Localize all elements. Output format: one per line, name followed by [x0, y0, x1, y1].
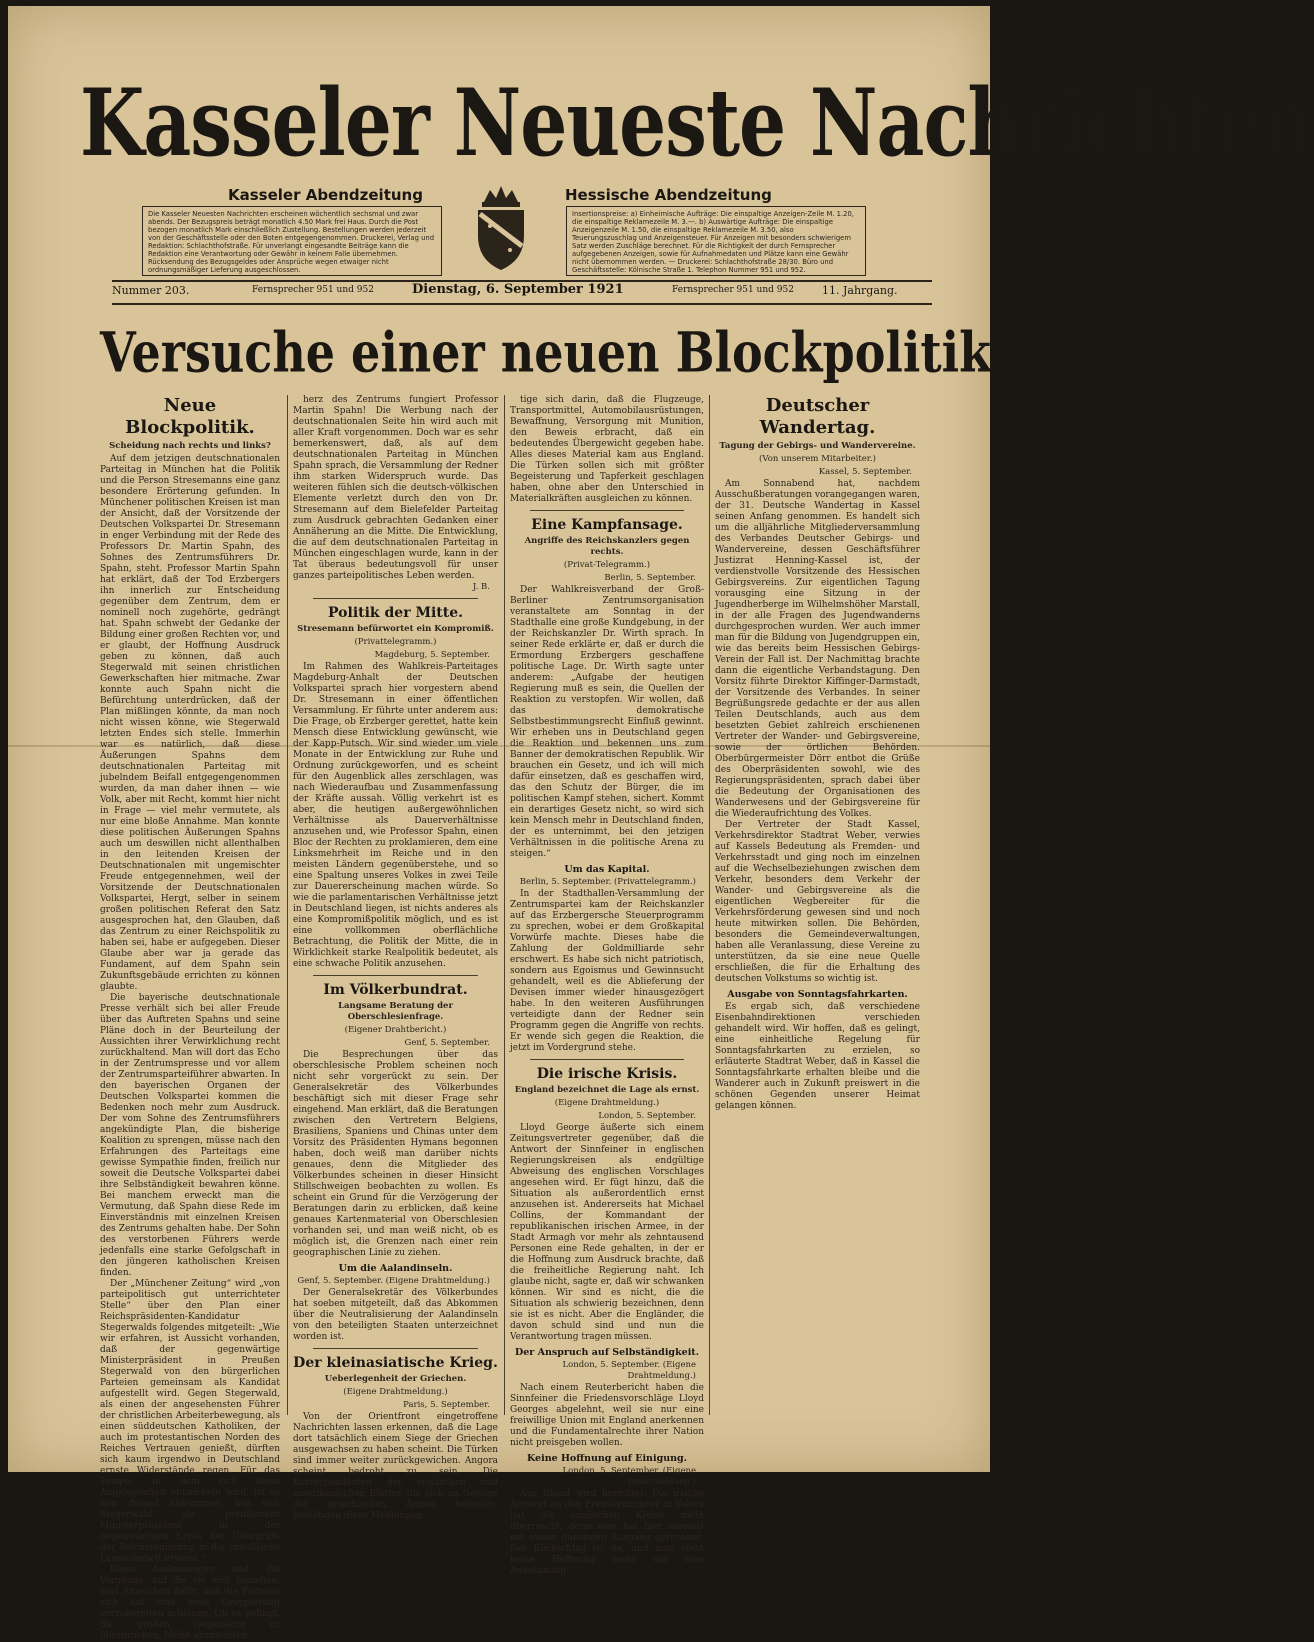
article-title: Politik der Mitte.: [328, 605, 463, 621]
article-source: (Von unserem Mitarbeiter.): [759, 454, 876, 464]
issue-number: Nummer 203.: [112, 284, 190, 297]
paragraph: Der Wahlkreisverband der Groß-Berliner Zentrumsorganisation veranstaltete am Sonntag in der Stadthalle eine große Kundgebung, in der der Reichskanzler Dr. Wirth sprach. In seiner Rede erklärte er, daß er durch die Ermordung Erzbergers geschaffene politische Lage. Dr. Wirth sagte unter anderem: „Aufgabe der heutigen Regierung muß es sein, die Quellen der Reaktion zu verstopfen. Wir wollen, daß das demokratische Selbstbestimmungsrecht Einfluß gewinnt. Wir erheben uns in Deutschland gegen die Reaktion und bekennen uns zum Banner der demokratischen Republik. Wir brauchen ein Gesetz, und ich will mich dafür einsetzen, daß es geschaffen wird, das den Schutz der Bürger, die im politischen Kampf stehen, sichert. Kommt ein derartiges Gesetz nicht, so wird sich kein Mensch mehr in Deutschland finden, der es unternimmt, bei den jetzigen Verhältnissen in die politische Arena zu steigen.“: [510, 585, 704, 859]
separator: [313, 598, 478, 599]
issue-date: Dienstag, 6. September 1921: [412, 282, 624, 297]
paragraph: Der Vertreter der Stadt Kassel, Verkehrsdirektor Stadtrat Weber, verwies auf Kassels Bedeutung als Fremden- und Verkehrsstadt und ging noch im einzelnen auf die Wechselbeziehungen zwischen dem Verkehr, besonders dem Verkehr der Wander- und Gebirgsvereine als die eigentlichen Wegbereiter für die Verkehrsförderung gewesen sind und noch heute mitwirken sollen. Die Behörden, besonders die Gemeindeverwaltungen, haben alle Veranlassung, diese Vereine zu unterstützen, da sie eine neue Quelle erschließen, die für die Erhaltung des deutschen Volkstums so wichtig ist.: [715, 820, 920, 984]
main-headline: Versuche einer neuen Blockpolitik.: [100, 320, 1007, 385]
article-kicker: Angriffe des Reichskanzlers gegen rechts.: [524, 536, 690, 557]
masthead: Kasseler Neueste Nachrichten: [80, 70, 1314, 178]
article-title: Im Völkerbundrat.: [323, 982, 468, 998]
dateline-place: London, 5. September.: [598, 1111, 696, 1121]
paragraph: Auf dem jetzigen deutschnationalen Parteitag in München hat die Politik und die Person Stresemanns eine ganz besondere Erörterung gefunden. In Münchener politischen Kreisen ist man der Ansicht, daß der Vorsitzende der Deutschen Volkspartei Dr. Stresemann in enger Verbindung mit der Rede des Professors Dr. Martin Spahn, des Sohnes des Zentrumsführers Dr. Spahn, steht. Professor Martin Spahn hat erklärt, daß der Tod Erzbergers ihn innerlich zur Entscheidung gegenüber dem Zentrum, dem er nominell noch zugehörte, gedrängt hat. Spahn schwebt der Gedanke der Bildung einer großen Rechten vor, und er glaubt, der Hoffnung Ausdruck geben zu können, daß auch Stegerwald mit seinen christlichen Gewerkschaften hier mitmache. Zwar konnte auch Spahn nicht die Befürchtung unterdrücken, daß der Plan mißlingen könnte, da man noch nicht wissen könne, wie Stegerwald letzten Endes sich stelle. Immerhin war es natürlich, daß diese Äußerungen Spahns dem deutschnationalen Parteitag mit jubelndem Beifall entgegengenommen wurden, da man daher ihnen — wie Volk, aber mit Recht, kommt hier nicht in Frage — viel mehr vermutete, als nur eine bloße Annahme. Man konnte diese politischen Äußerungen Spahns auch um deswillen nicht allenthalben in den leitenden Kreisen der Deutschnationalen mit ungemischter Freude entgegennehmen, weil der Vorsitzende der Deutschnationalen Volkspartei, Hergt, selber in seinem großen politischen Referat den Satz ausgesprochen hat, den Glauben, daß das Zentrum zu einer Reichspolitik zu haben sei, habe er aufgegeben. Dieser Glaube aber war ja gerade das Fundament, auf dem Spahn sein Zukunftsgebäude errichten zu können glaubte.: [100, 454, 280, 992]
column-divider: [504, 395, 505, 1415]
dateline-rule: [112, 303, 932, 305]
article-source: (Eigene Drahtmeldung.): [554, 1098, 660, 1108]
paragraph: Diese Auslassungen und die Vorgänge, auf die sie sich beziehen, sind Anzeichen dafür, daß die Parteien sich auf eine neue Gruppierung vorzubereiten scheinen. Ob es gelingt, die großen Gegensätze zu überbrücken, bleibt abzuwarten.: [100, 1565, 280, 1641]
paragraph: Von der Orientfront eingetroffene Nachrichten lassen erkennen, daß die Lage dort tatsächlich einem Siege der Griechen ausgewachsen zu haben scheint. Die Türken sind immer weiter zurückgewichen. Angora scheint bedroht zu sein. Die Korrespondenten der englischen und amerikanischen Blätter, die sich im Gefolge der griechischen Armee befinden, bestätigen diese Meldungen.: [293, 1412, 498, 1521]
subtitle-right: Hessische Abendzeitung: [565, 186, 772, 204]
separator: [313, 975, 478, 976]
article-kicker: Langsame Beratung der Oberschlesienfrage.: [338, 1001, 453, 1022]
paragraph: Die bayerische deutschnationale Presse verhält sich bei aller Freude über das Auftreten Spahns und seine Pläne doch in der Beurteilung der Aussichten ihrer Verwirklichung recht zurückhaltend. Man will dort das Echo in der Zentrumspresse und vor allem der Zentrumsparteiführer abwarten. In den bayerischen Organen der Deutschen Volkspartei kommen die Bedenken noch mehr zum Ausdruck. Der vom Sohne des Zentrumsführers angekündigte Plan, die bisherige Koalition zu sprengen, müsse nach den Erfahrungen des Parteitags eine gewisse Sympathie finden, freilich nur soweit die Deutsche Volkspartei dabei ihre Selbständigkeit bewahren könne. Bei manchem erweckt man die Vermutung, daß Spahn diese Rede im Einverständnis mit einzelnen Kreisen des Zentrums gehalten habe. Der Sohn des verstorbenen Führers werde jedenfalls eine starke Gefolgschaft in den jüngeren katholischen Kreisen finden.: [100, 993, 280, 1278]
article-kicker: Stresemann befürwortet ein Kompromiß.: [297, 624, 494, 634]
dateline-place: Kassel, 5. September.: [818, 467, 912, 477]
dateline-place: Paris, 5. September.: [403, 1400, 490, 1410]
article-title: Die irische Krisis.: [536, 1066, 678, 1082]
dateline-place: Genf, 5. September. (Eigene Drahtmeldung.): [297, 1276, 490, 1286]
dateline: [112, 282, 932, 302]
column-2: [293, 395, 498, 1521]
paragraph: Es ergab sich, daß verschiedene Eisenbahndirektionen verschieden gehandelt wird. Wir hoffen, daß es gelingt, eine einheitliche Regelung für Sonntagsfahrkarten zu erzielen, so erläuterte Stadtrat Weber, daß in Kassel die Sonntagsfahrkarte erhalten bleibe und die Wanderer auch in Zukunft preiswert in die schönen Gegenden unserer Heimat gelangen können.: [715, 1002, 920, 1111]
article-kicker: Tagung der Gebirgs- und Wandervereine.: [719, 441, 916, 451]
column-divider: [709, 395, 710, 1415]
article-title: Um das Kapital.: [564, 864, 650, 875]
info-box-right: Insertionspreise: a) Einheimische Aufträge: Die einspaltige Anzeigen-Zeile M. 1.20, die einspaltige Reklamezeile M. 3.—. b) Auswärtige Aufträge: Die einspaltige Anzeigenzeile M. 1.50, die einspaltige Reklamezeile M. 3.50, also Teuerungszuschlag und Anzeigensteuer. Für Anzeigen mit besonders schwierigem Satz werden Zuschläge berechnet. Für die Richtigkeit der durch Fernsprecher aufgegebenen Anzeigen, sowie für Aufnahmedaten und Plätze kann eine Gewähr nicht übernommen werden. — Druckerei: Schlachthofstraße 28/30. Büro und Geschäftsstelle: Kölnische Straße 1. Telephon Nummer 951 und 952.: [566, 206, 866, 276]
signature: J. B.: [472, 582, 490, 592]
dateline-place: London, 5. September. (Eigene Drahtmeldung.): [562, 1466, 696, 1487]
article-title: Der Anspruch auf Selbständigkeit.: [514, 1347, 699, 1358]
article-kicker: Scheidung nach rechts und links?: [109, 441, 271, 451]
paragraph: Der Generalsekretär des Völkerbundes hat soeben mitgeteilt, daß das Abkommen über die Neutralisierung der Aalandinseln von den beteiligten Staaten unterzeichnet worden ist.: [293, 1288, 498, 1342]
paragraph: Die Besprechungen über das oberschlesische Problem scheinen noch nicht sehr vorgerückt zu sein. Der Generalsekretär des Völkerbundes beschäftigt sich mit dieser Frage sehr eingehend. Man erklärt, daß die Beratungen zwischen den Vertretern Belgiens, Brasiliens, Spaniens und Chinas unter dem Vorsitz des Präsidenten Hymans begonnen haben, doch weiß man darüber nichts genaues, denn die Mitglieder des Völkerbundes scheinen in dieser Hinsicht Stillschweigen beobachten zu wollen. Es scheint ein Grund für die Verzögerung der Beratungen darin zu erblicken, daß keine genaues Kartenmaterial von Oberschlesien vorhanden sei, und man weiß nicht, ob es möglich ist, die Grenzen nach einer rein geographischen Linie zu ziehen.: [293, 1050, 498, 1258]
paragraph: In der Stadthallen-Versammlung der Zentrumspartei kam der Reichskanzler auf das Erzbergersche Steuerprogramm zu sprechen, wobei er dem Großkapital Vorwürfe machte. Dieses habe die Zahlung der Goldmilliarde sehr erschwert. Es habe sich nicht patriotisch, sondern aus Egoismus und Gewinnsucht gehandelt, weil es die Ablieferung der Devisen immer wieder hinausgezögert habe. In den weiteren Ausführungen verteidigte dann der Redner sein Programm gegen die Angriffe von rechts. Er wende sich gegen die Reaktion, die jetzt im Vordergrund stehe.: [510, 889, 704, 1053]
phone-right: Fernsprecher 951 und 952: [672, 285, 794, 295]
article-title: Keine Hoffnung auf Einigung.: [527, 1453, 687, 1464]
paragraph: Der „Münchener Zeitung“ wird „von parteipolitisch gut unterrichteter Stelle“ über den Plan einer Reichspräsidenten-Kandidatur Stegerwalds folgendes mitgeteilt: „Wie wir erfahren, ist Aussicht vorhanden, daß der gegenwärtige Ministerpräsident in Preußen Stegerwald von den bürgerlichen Parteien gemeinsam als Kandidat aufgestellt wird. Gegen Stegerwald, als einen der angesehensten Führer der christlichen Arbeiterbewegung, als einen süddeutschen Katholiken, der auch im protestantischen Norden des Reiches Vertrauen genießt, dürften sich kaum irgendwo in Deutschland ernste Widerstände regen. Für das Tempo, in dem sich diese Angelegenheit entwickeln wird, ist es nun darauf ankommen, wie sich Stegerwald als preußischer Ministerpräsident in der gegenwärtigen Krisis der Übergriffe der Reichsregierung in die preußische Landeshoheit erweist.“: [100, 1279, 280, 1564]
article-source: (Eigene Drahtmeldung.): [343, 1387, 448, 1397]
article-kicker: England bezeichnet die Lage als ernst.: [514, 1085, 700, 1095]
dateline-place: Berlin, 5. September. (Privattelegramm.): [519, 877, 696, 887]
article-title: Eine Kampfansage.: [531, 517, 683, 533]
dateline-place: Genf, 5. September.: [404, 1038, 490, 1048]
separator: [313, 1348, 478, 1349]
paragraph: Am Sonnabend hat, nachdem Ausschußberatungen vorangegangen waren, der 31. Deutsche Wandertag in Kassel seinen Anfang genommen. Es handelt sich um die alljährliche Mitgliederversammlung des Verbandes Deutscher Gebirgs- und Wandervereine, dessen Geschäftsführer Justizrat Henning-Kassel ist, der verdienstvolle Vorsitzende des Hessischen Gebirgsvereins. Zur eigentlichen Tagung vorausging eine Sitzung in der Jugendherberge im Wilhelmshöher Marstall, in der alle Fragen des Jugendwanderns durchgesprochen wurden. Wer auch immer man für die Bildung von Jugendgruppen ein, wie das bereits beim Hessischen Gebirgs-Verein der Fall ist. Der Nachmittag brachte dann die eigentliche Verbandstagung. Den Vorsitz führte Direktor Kiffinger-Darmstadt, der Vorsitzende des Verbandes. In seiner Begrüßungsrede gedachte er der aus allen Teilen Deutschlands, auch aus dem besetzten Gebiet zahlreich erschienenen Vertreter der Wander- und Gebirgsvereine, sowie der örtlichen Behörden. Oberbürgermeister Dörr entbot die Grüße des Oberpräsidenten sowohl, wie des Regierungspräsidenten, sprach dabei über die Bedeutung der Organisationen des Wanderwesens und der Gebirgsvereine für die Wiederaufrichtung des Volkes.: [715, 479, 920, 819]
phone-left: Fernsprecher 951 und 952: [252, 285, 374, 295]
column-4: [715, 395, 920, 1415]
coat-of-arms-icon: [470, 184, 532, 272]
article-title: Neue Blockpolitik.: [125, 395, 255, 438]
paragraph: Nach einem Reuterbericht haben die Sinnfeiner die Friedensvorschläge Lloyd Georges abgelehnt, weil sie nur eine freiwillige Union mit England anerkennen und die Fundamentalrechte ihrer Nation nicht preisgeben wollen.: [510, 1383, 704, 1448]
article-source: (Privattelegramm.): [354, 637, 437, 647]
paragraph: Lloyd George äußerte sich einem Zeitungsvertreter gegenüber, daß die Antwort der Sinnfeiner in englischen Regierungskreisen als endgültige Abweisung des englischen Vorschlages angesehen wird. Er fügt hinzu, daß die Situation als außerordentlich ernst anzusehen ist. Andererseits hat Michael Collins, der Kommandant der republikanischen irischen Armee, in der Stadt Armagh vor mehr als zehntausend Personen eine Rede gehalten, in der er die Hoffnung zum Ausdruck brachte, daß die freiheitliche Regierung naht. Ich glaube nicht, sagte er, daß wir schwanken können. Wir sind es nicht, die die Situation als schwierig bezeichnen, denn sie ist es nicht. Aber die Engländer, die davon schuld sind und nun die Verantwortung tragen müssen.: [510, 1123, 704, 1342]
article-source: (Eigener Drahtbericht.): [344, 1025, 447, 1035]
paragraph: Im Rahmen des Wahlkreis-Parteitages Magdeburg-Anhalt der Deutschen Volkspartei sprach hier vorgestern abend Dr. Stresemann in einer öffentlichen Versammlung. Er führte unter anderem aus: Die Frage, ob Erzberger gerettet, hatte kein Mensch diese Entwicklung gewünscht, wie der Kapp-Putsch. Wir sind wieder um viele Monate in der Entwicklung zur Ruhe und Ordnung zurückgeworfen, und es scheint für den Augenblick alles zerschlagen, was nach Wiederaufbau und Zusammenfassung der Kräfte aussah. Völlig verkehrt ist es aber, die heutigen außergewöhnlichen Verhältnisse als Dauerverhältnisse anzusehen und, wie Professor Spahn, einen Bloc der Rechten zu proklamieren, dem eine Linksmehrheit im Reiche und in den meisten Ländern gegenüberstehe, und so eine Spaltung unseres Volkes in zwei Teile zur Dauererscheinung machen würde. So wie die parlamentarischen Verhältnisse jetzt in Deutschland liegen, ist nichts anderes als eine Kompromißpolitik möglich, und es ist eine vollkommen oberflächliche Betrachtung, die Politik der Mitte, die in Wirklichkeit starke Realpolitik bedeutet, als eine schwache Politik anzusehen.: [293, 662, 498, 969]
paragraph: tige sich darin, daß die Flugzeuge, Transportmittel, Automobilausrüstungen, Bewaffnung, Versorgung mit Munition, den Beweis erbracht, daß ein bedeutendes Übergewicht gegeben habe. Alles dieses Material kam aus England. Die Türken sollen sich mit größter Begeisterung und Tapferkeit geschlagen haben, ohne aber den Unterschied in Materialkräften ausgleichen zu können.: [510, 395, 704, 504]
column-1: [100, 395, 280, 1641]
paragraph: herz des Zentrums fungiert Professor Martin Spahn! Die Werbung nach der deutschnationalen Seite hin wird auch mit aller Kraft vorgenommen. Doch war es sehr bemerkenswert, daß, als auf dem deutschnationalen Parteitag in München Spahn sprach, die Versammlung der Redner ihm starken Widerspruch wurde. Das weiteren fühlen sich die deutsch-völkischen Elemente verletzt durch den von Dr. Stresemann auf dem Bielefelder Parteitag zum Ausdruck gebrachten Gedanken einer Annäherung an die Mitte. Die Entwicklung, die auf dem deutschnationalen Parteitag in München eingeschlagen wurde, kann in der Tat überaus bedeutungsvoll für unser ganzes parteipolitisches Leben werden.: [293, 395, 498, 581]
article-title: Um die Aalandinseln.: [338, 1263, 453, 1274]
separator: [530, 510, 684, 511]
paragraph: Aus Irland wird berichtet: Die irische Antwort an den Premierminister in Valera hat die englischen Kreise nicht überrascht, denn man hat hier niemals mit einem günstigen Ausgang gerechnet. Der Rückschlag ist da, und man sieht keine Hoffnung mehr auf eine Aussöhnung.: [510, 1489, 704, 1576]
dateline-place: Berlin, 5. September.: [604, 573, 696, 583]
subtitle-left: Kasseler Abendzeitung: [228, 186, 423, 204]
dateline-place: London, 5. September. (Eigene Drahtmeldung.): [562, 1360, 696, 1381]
separator: [530, 1059, 684, 1060]
dateline-place: Magdeburg, 5. September.: [374, 650, 490, 660]
article-title: Der kleinasiatische Krieg.: [293, 1355, 498, 1371]
info-box-left: Die Kasseler Neuesten Nachrichten erscheinen wöchentlich sechsmal und zwar abends. Der Bezugspreis beträgt monatlich 4.50 Mark frei Haus. Durch die Post bezogen monatlich Mark einschließlich Zustellung. Bestellungen werden jederzeit von der Geschäftsstelle oder den Boten entgegengenommen. Druckerei, Verlag und Redaktion: Schlachthofstraße. Für unverlangt eingesandte Beiträge kann die Redaktion eine Verantwortung oder Gewähr in keinem Falle übernehmen. Rücksendung des Bezugsgeldes oder Ansprüche wegen etwaiger nicht ordnungsmäßiger Lieferung ausgeschlossen.: [142, 206, 442, 276]
article-title: Deutscher Wandertag.: [759, 395, 876, 438]
column-divider: [287, 395, 288, 1415]
column-3: [510, 395, 704, 1576]
article-source: (Privat-Telegramm.): [563, 560, 651, 570]
volume: 11. Jahrgang.: [822, 284, 898, 297]
article-title: Ausgabe von Sonntagsfahrkarten.: [727, 989, 908, 1000]
article-kicker: Ueberlegenheit der Griechen.: [324, 1374, 467, 1384]
